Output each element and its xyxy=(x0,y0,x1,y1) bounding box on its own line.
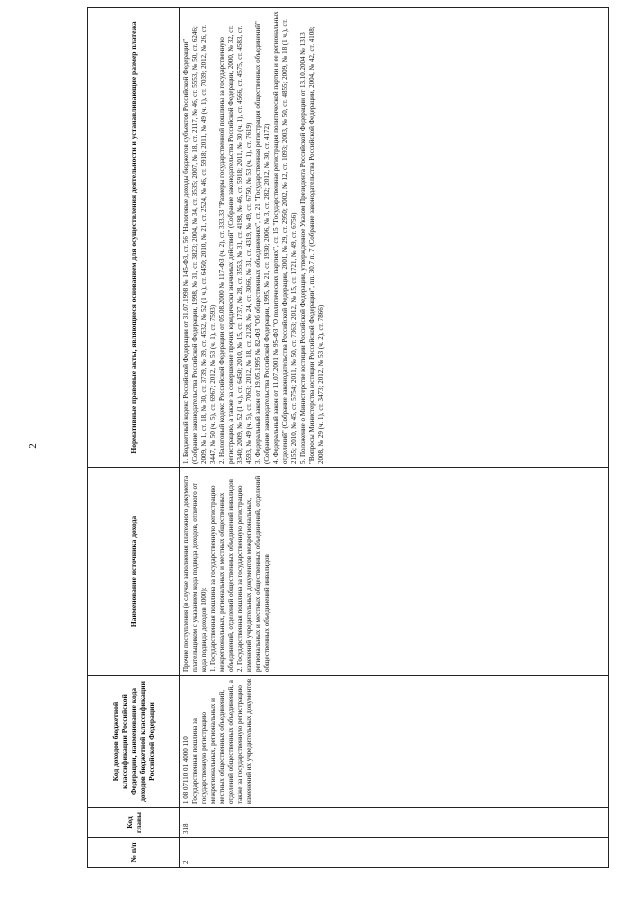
legal-act-item: 5. Положение о Министерстве юстиции Российской Федерации, утвержденное Указом Президента Российской Федерации от 13.10.2004 № 1313 "Вопросы Министерства юстиции Российской Федерации", пп. 30.7 п. 7 (Собрание законодательства Российской Федерации, 2004, № 42, ст. 4108; 2008, № 29 (ч. 1), ст. 3473; 2012, № 53 (ч. 2), ст. 7866) xyxy=(299,26,325,464)
cell-chapter-code: 318 xyxy=(180,808,609,838)
cell-revenue-code xyxy=(180,676,609,808)
header-revenue-code: Код доходов бюджетной классификации Российской Федерации, наименование кода доходов бюджетной классификации Российской Федерации xyxy=(88,676,180,808)
legal-act-item: 4. Федеральный закон от 11.07.2001 № 95-ФЗ "О политических партиях", ст. 15 "Государственная регистрация политической партии и ее региональных отделений" (Собрание законодательства Российской Федерации, 2001, № 29, ст. 2950; 2002, № 12, ст. 1093; 2003, № 50, ст. 4855; 2009, № 18 (1 ч.), ст. 2155; 2010, № 45, ст. 5754; 2011, № 50, ст. 7363; 2012, № 15, ст. 1721, № 49, ст. 6756) xyxy=(272,11,298,464)
header-legal-acts: Нормативные правовые акты, являющиеся основанием для осуществления деятельности и устанавливающие размер платежа xyxy=(88,8,180,468)
page-number: 2 xyxy=(26,443,39,449)
legal-act-item: 3. Федеральный закон от 19.05.1995 № 82-ФЗ "Об общественных объединениях", ст. 21 "Государственная регистрация общественных объединений" (Собрание законодательства Российской Федерации, 1995, № 21, ст. 1930; 2006, № 3, ст. 282; 2012, № 30, ст. 4172) xyxy=(254,21,271,464)
cell-revenue-source xyxy=(180,468,609,676)
table-row xyxy=(180,8,609,868)
header-chapter-code: Код главы xyxy=(88,808,180,838)
source-item-2: 2. Государственная пошлина за государственную регистрацию изменений учредительных документов межрегиональных, региональных и местных общественных объединений, отделений общественных объединений инвалидов xyxy=(236,475,271,672)
table-header-row xyxy=(88,8,180,868)
revenue-table xyxy=(87,7,609,868)
revenue-code-name: Государственная пошлина за государственную регистрацию межрегиональных, региональных и местных общественных объединений, отделений общественных объединений, а также за государственную регистрацию изменений их учредительных документов xyxy=(191,678,253,804)
header-revenue-source: Наименование источника дохода xyxy=(88,468,180,676)
source-intro: Прочие поступления (в случае заполнения платежного документа плательщиком с указанием кода подвида доходов, отличного от кода подвида доходов 1000): xyxy=(182,475,208,672)
rotated-table-sheet xyxy=(87,8,617,868)
header-num: № п/п xyxy=(88,838,180,868)
cell-legal-acts xyxy=(180,8,609,468)
source-item-1: 1. Государственная пошлина за государственную регистрацию межрегиональных, региональных и местных общественных объединений, отделений общественных объединений инвалидов xyxy=(209,479,235,672)
legal-act-item: 1. Бюджетный кодекс Российской Федерации от 31.07.1998 № 145-ФЗ, ст. 56 "Налоговые доходы бюджетов субъектов Российской Федерации" (Собрание законодательства Российской Федерации, 1998, № 31, ст. 3823; 2004, № 34, ст. 3535; 2007, № 18, ст. 2117, № 46, ст. 5553, № 50, ст. 6246; 2009, № 1, ст. 18, № 30, ст. 3739, № 39, ст. 4532, № 52 (1 ч.), ст. 6450; 2010, № 21, ст. 2524, № 46, ст. 5918; 2011, № 49 (ч. 1), ст. 7039; 2012, № 26, ст. 3447, № 50 (ч. 5), ст. 6967; 2012, № 53 (ч. 1), ст. 7593) xyxy=(182,25,217,464)
revenue-code-value: 1 08 07110 01 4000 110 xyxy=(182,736,190,804)
cell-num: 2 xyxy=(180,838,609,868)
legal-act-item: 2. Налоговый кодекс Российской Федерации от 05.08.2000 № 117-ФЗ (ч. 2), ст. 333.33 "Размеры государственной пошлины за государственную регистрацию, а также за совершение прочих юридически значимых действий" (Собрание законодательства Российской Федерации, 2000, № 32, ст. 3340; 2009, № 52 (1 ч.), ст. 6450; 2010, № 15, ст. 1737, № 28, ст. 3553, № 31, ст. 4198, № 46, ст. 5918; 2011, № 30 (ч. 1), ст. 4566, ст. 4575, ст. 4583, ст. 4593, № 49 (ч. 5), ст. 7063; 2012, № 18, ст. 2128, № 24, ст. 3066, № 31, ст. 4319, № 49, ст. 6750, № 53 (ч. 1), ст. 7619) xyxy=(218,25,253,464)
